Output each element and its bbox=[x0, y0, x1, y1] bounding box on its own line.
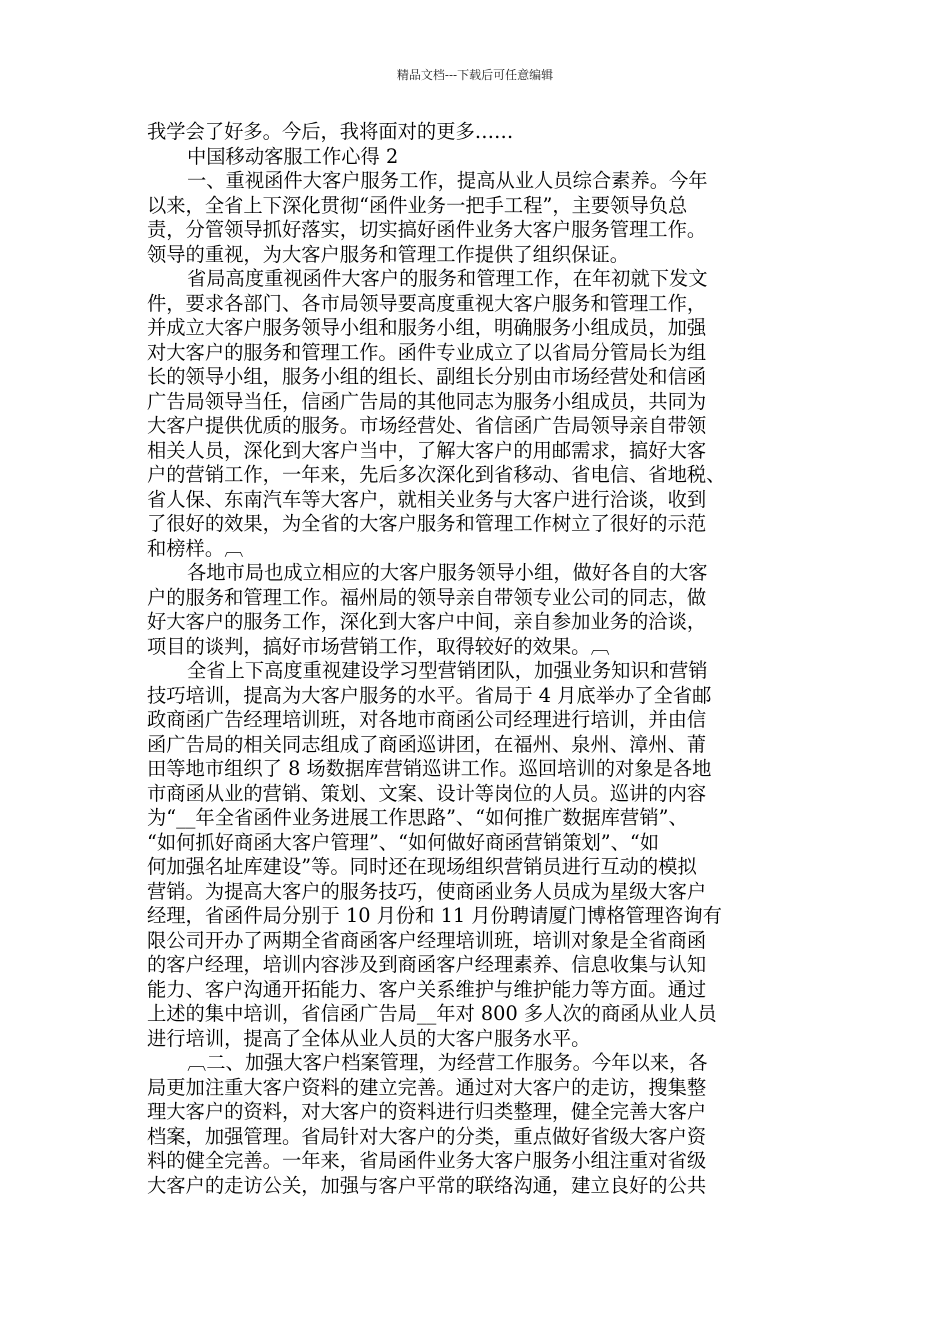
paragraph-start: ︹二、加强大客户档案管理，为经营工作服务。今年以来，各 bbox=[187, 1051, 708, 1074]
text-line: 项目的谈判，搞好市场营销工作，取得较好的效果。︹ bbox=[147, 634, 610, 658]
text-line: 和榜样。︹ bbox=[147, 536, 244, 560]
text-line: 领导的重视，为大客户服务和管理工作提供了组织保证。 bbox=[147, 242, 630, 266]
text-line: 以来，全省上下深化贯彻“函件业务一把手工程”，主要领导负总 bbox=[147, 193, 688, 217]
text-line: 能力、客户沟通开拓能力、客户关系维护与维护能力等方面。通过 bbox=[147, 977, 707, 1001]
text-line: 档案，加强管理。省局针对大客户的分类，重点做好省级大客户资 bbox=[147, 1124, 707, 1148]
text-line: 上述的集中培训，省信函广告局__年对 800 多人次的商函从业人员 bbox=[147, 1002, 717, 1025]
text-line: 技巧培训，提高为大客户服务的水平。省局于 4 月底举办了全省邮 bbox=[147, 683, 712, 707]
text-line: 大客户的走访公关，加强与客户平常的联络沟通，建立良好的公共 bbox=[147, 1173, 707, 1197]
text-line: 进行培训，提高了全体从业人员的大客户服务水平。 bbox=[147, 1026, 591, 1050]
text-line: 相关人员，深化到大客户当中，了解大客户的用邮需求，搞好大客 bbox=[147, 438, 707, 462]
text-line: 为“__年全省函件业务进展工作思路”、“如何推广数据库营销”、 bbox=[147, 806, 688, 829]
text-line: 市商函从业的营销、策划、文案、设计等岗位的人员。巡讲的内容 bbox=[147, 781, 707, 805]
text-line: 局更加注重大客户资料的建立完善。通过对大客户的走访，搜集整 bbox=[147, 1075, 707, 1099]
paragraph-start: 省局高度重视函件大客户的服务和管理工作，在年初就下发文 bbox=[187, 267, 708, 290]
text-line: 料的健全完善。一年来，省局函件业务大客户服务小组注重对省级 bbox=[147, 1149, 707, 1172]
section-title: 中国移动客服工作心得 2 bbox=[187, 144, 399, 168]
paragraph-start: 全省上下高度重视建设学习型营销团队，加强业务知识和营销 bbox=[187, 659, 708, 682]
text-line: 广告局领导当任，信函广告局的其他同志为服务小组成员，共同为 bbox=[147, 389, 707, 413]
text-line: 函广告局的相关同志组成了商函巡讲团，在福州、泉州、漳州、莆 bbox=[147, 732, 707, 756]
text-line: 好大客户的服务工作，深化到大客户中间，亲自参加业务的洽谈， bbox=[147, 610, 707, 633]
text-line: 营销。为提高大客户的服务技巧，使商函业务人员成为星级大客户 bbox=[147, 879, 707, 903]
text-line: 大客户提供优质的服务。市场经营处、省信函广告局领导亲自带领 bbox=[147, 414, 707, 437]
document-body bbox=[147, 120, 821, 1198]
text-line: 了很好的效果，为全省的大客户服务和管理工作树立了很好的示范 bbox=[147, 512, 707, 535]
text-line: 户的服务和管理工作。福州局的领导亲自带领专业公司的同志，做 bbox=[147, 585, 707, 609]
text-line: 政商函广告经理培训班，对各地市商函公司经理进行培训，并由信 bbox=[147, 708, 707, 731]
text-line: “如何抓好商函大客户管理”、“如何做好商函营销策划”、“如 bbox=[147, 830, 660, 854]
page-header: 精品文档---下载后可任意编辑 bbox=[396, 68, 554, 82]
text-line: 户的营销工作，一年来，先后多次深化到省移动、省电信、省地税、 bbox=[147, 463, 726, 486]
text-line: 长的领导小组，服务小组的组长、副组长分别由市场经营处和信函 bbox=[147, 365, 707, 388]
text-line: 件，要求各部门、各市局领导要高度重视大客户服务和管理工作， bbox=[147, 291, 707, 315]
text-line: 的客户经理，培训内容涉及到商函客户经理素养、信息收集与认知 bbox=[147, 953, 707, 976]
text-line: 田等地市组织了 8 场数据库营销巡讲工作。巡回培训的对象是各地 bbox=[147, 757, 712, 780]
text-line: 限公司开办了两期全省商函客户经理培训班，培训对象是全省商函 bbox=[147, 928, 707, 952]
paragraph-start: 各地市局也成立相应的大客户服务领导小组，做好各自的大客 bbox=[187, 561, 708, 584]
text-line: 责，分管领导抓好落实，切实搞好函件业务大客户服务管理工作。 bbox=[147, 218, 707, 241]
text-line: 何加强名址库建设”等。同时还在现场组织营销员进行互动的模拟 bbox=[147, 855, 697, 878]
text-line: 经理，省函件局分别于 10 月份和 11 月份聘请厦门博格管理咨询有 bbox=[147, 904, 722, 927]
paragraph-start: 一、重视函件大客户服务工作，提高从业人员综合素养。今年 bbox=[187, 169, 708, 192]
text-line: 对大客户的服务和管理工作。函件专业成立了以省局分管局长为组 bbox=[147, 340, 707, 364]
text-line: 并成立大客户服务领导小组和服务小组，明确服务小组成员，加强 bbox=[147, 316, 707, 339]
text-line: 我学会了好多。今后，我将面对的更多…… bbox=[147, 120, 514, 143]
text-line: 省人保、东南汽车等大客户，就相关业务与大客户进行洽谈，收到 bbox=[147, 487, 707, 511]
text-line: 理大客户的资料，对大客户的资料进行归类整理，健全完善大客户 bbox=[147, 1100, 707, 1123]
